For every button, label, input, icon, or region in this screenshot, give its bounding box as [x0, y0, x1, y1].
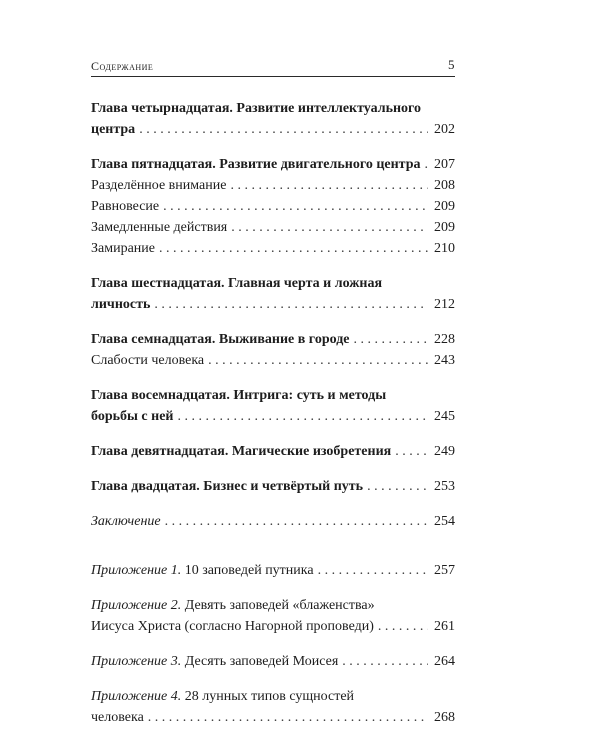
- toc-line: [91, 119, 455, 140]
- leader-dots: [230, 175, 428, 196]
- toc-line: [91, 294, 455, 315]
- toc-line: [91, 196, 455, 217]
- toc-page: 243: [434, 353, 455, 368]
- toc-page: 249: [434, 444, 455, 459]
- toc-entry-chapter-19[interactable]: [91, 441, 455, 462]
- toc-title: Глава шестнадцатая. Главная черта и ложная: [91, 276, 383, 291]
- toc-title: Разделённое внимание: [91, 178, 227, 193]
- toc-title: Десять заповедей Моисея: [184, 654, 339, 669]
- toc-subentry[interactable]: [91, 238, 455, 259]
- toc-line: [91, 651, 455, 672]
- toc-entry-appendix-1[interactable]: [91, 560, 455, 581]
- toc-entry-chapter-17[interactable]: [91, 329, 455, 350]
- toc-line: [91, 441, 455, 462]
- toc-title: Девять заповедей «блаженства»: [184, 598, 375, 613]
- toc-title: Иисуса Христа (согласно Нагорной проповеди): [91, 619, 374, 634]
- toc-page: 210: [434, 241, 455, 256]
- toc-title: личность: [91, 297, 151, 312]
- leader-dots: [139, 119, 428, 140]
- toc-entry-appendix-3[interactable]: [91, 651, 455, 672]
- toc-entry-chapter-14[interactable]: [91, 98, 455, 140]
- toc-page: 268: [434, 710, 455, 725]
- leader-dots: [178, 406, 429, 427]
- running-head: [91, 59, 455, 75]
- toc-entry-chapter-20[interactable]: [91, 476, 455, 497]
- toc-page: 207: [434, 157, 455, 172]
- toc-line: [91, 217, 455, 238]
- toc-line: [91, 329, 455, 350]
- leader-dots: [342, 651, 428, 672]
- toc-entry-chapter-16[interactable]: [91, 273, 455, 315]
- toc-title: борьбы с ней: [91, 409, 174, 424]
- toc-line: [91, 511, 455, 532]
- toc-line: [91, 154, 455, 175]
- toc-line: [91, 707, 455, 728]
- toc-title-wrap: [91, 595, 375, 616]
- toc-line: [91, 406, 455, 427]
- toc-line: [91, 98, 455, 119]
- toc-entry-appendix-4[interactable]: [91, 686, 455, 728]
- toc-title: Глава четырнадцатая. Развитие интеллектуального: [91, 101, 422, 116]
- appendix-label: Приложение 4.: [91, 689, 182, 704]
- toc-line: [91, 686, 455, 707]
- leader-dots: [148, 707, 428, 728]
- toc-entry-chapter-15[interactable]: [91, 154, 455, 175]
- toc-page: 264: [434, 654, 455, 669]
- toc-subentry[interactable]: [91, 175, 455, 196]
- toc-title: 10 заповедей путника: [184, 563, 314, 578]
- toc-entry-appendix-2[interactable]: [91, 595, 455, 637]
- toc-title: Замедленные действия: [91, 220, 228, 235]
- toc-line: [91, 616, 455, 637]
- appendix-label: Приложение 3.: [91, 654, 182, 669]
- toc-title: Равновесие: [91, 199, 160, 214]
- toc-subentry[interactable]: [91, 350, 455, 371]
- toc-page: 208: [434, 178, 455, 193]
- toc-page: 209: [434, 220, 455, 235]
- toc-title: Глава семнадцатая. Выживание в городе: [91, 332, 350, 347]
- toc-subentry[interactable]: [91, 217, 455, 238]
- table-of-contents: [91, 98, 455, 728]
- toc-page: 202: [434, 122, 455, 137]
- header-rule: [91, 76, 455, 77]
- leader-dots: [208, 350, 428, 371]
- running-head-title: Содержание: [91, 59, 154, 73]
- toc-title: Глава пятнадцатая. Развитие двигательного центра: [91, 157, 421, 172]
- toc-page: 209: [434, 199, 455, 214]
- leader-dots: [231, 217, 428, 238]
- toc-title: человека: [91, 710, 144, 725]
- leader-dots: [395, 441, 428, 462]
- toc-line: [91, 273, 455, 294]
- leader-dots: [367, 476, 428, 497]
- toc-line: [91, 238, 455, 259]
- appendix-label: Приложение 2.: [91, 598, 182, 613]
- toc-title: центра: [91, 122, 136, 137]
- toc-page: 257: [434, 563, 455, 578]
- toc-page: 254: [434, 514, 455, 529]
- page-number: 5: [448, 57, 455, 72]
- toc-line: [91, 350, 455, 371]
- leader-dots: [159, 238, 428, 259]
- toc-line: [91, 476, 455, 497]
- toc-page: 253: [434, 479, 455, 494]
- toc-page: 228: [434, 332, 455, 347]
- leader-dots: [354, 329, 429, 350]
- toc-title: Заключение: [91, 514, 161, 529]
- toc-title: Глава восемнадцатая. Интрига: суть и методы: [91, 388, 387, 403]
- toc-page: 212: [434, 297, 455, 312]
- toc-subentry[interactable]: [91, 196, 455, 217]
- toc-page: 245: [434, 409, 455, 424]
- toc-entry-chapter-18[interactable]: [91, 385, 455, 427]
- toc-line: [91, 595, 455, 616]
- toc-line: [91, 560, 455, 581]
- toc-title: Замирание: [91, 241, 155, 256]
- toc-title-wrap: [91, 560, 314, 581]
- leader-dots: [165, 511, 428, 532]
- toc-title: 28 лунных типов сущностей: [184, 689, 355, 704]
- toc-title: Слабости человека: [91, 353, 205, 368]
- toc-title: Глава девятнадцатая. Магические изобретения: [91, 444, 392, 459]
- toc-title-wrap: [91, 651, 338, 672]
- leader-dots: [425, 154, 428, 175]
- appendix-label: Приложение 1.: [91, 563, 182, 578]
- toc-line: [91, 175, 455, 196]
- leader-dots: [163, 196, 428, 217]
- toc-entry-conclusion[interactable]: [91, 511, 455, 532]
- toc-title: Глава двадцатая. Бизнес и четвёртый путь: [91, 479, 364, 494]
- leader-dots: [154, 294, 428, 315]
- toc-line: [91, 385, 455, 406]
- leader-dots: [318, 560, 428, 581]
- leader-dots: [378, 616, 428, 637]
- toc-page: 261: [434, 619, 455, 634]
- toc-title-wrap: [91, 686, 354, 707]
